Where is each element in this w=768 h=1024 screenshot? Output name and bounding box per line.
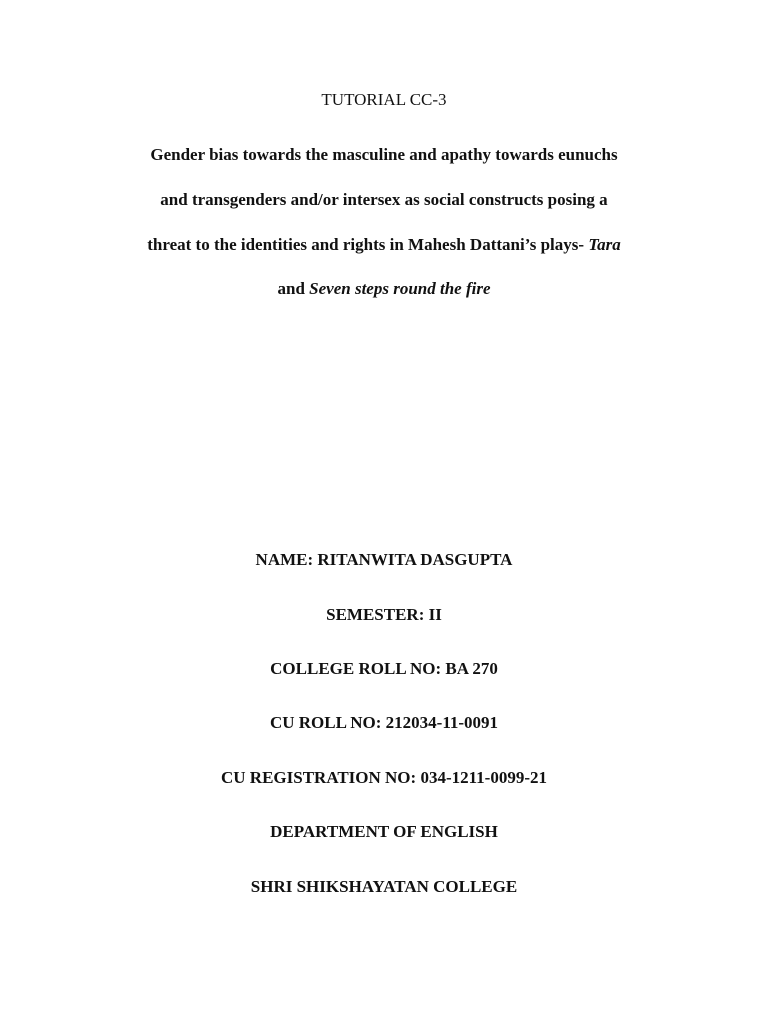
- department: DEPARTMENT OF ENGLISH: [270, 822, 498, 841]
- topic-line-3-text: threat to the identities and rights in Mahesh Dattani’s plays-: [147, 235, 589, 254]
- semester: SEMESTER: II: [326, 605, 442, 624]
- cu-registration-number: CU REGISTRATION NO: 034-1211-0099-21: [220, 768, 547, 787]
- college-name: SHRI SHIKSHAYATAN COLLEGE: [250, 877, 518, 896]
- topic-line-3: [0, 234, 768, 256]
- student-name: NAME: RITANWITA DASGUPTA: [255, 550, 513, 569]
- topic-line-4: [0, 278, 768, 300]
- topic-line-2: and transgenders and/or intersex as social constructs posing a: [160, 190, 608, 209]
- topic-line-1: Gender bias towards the masculine and apathy towards eunuchs: [150, 145, 618, 164]
- document-heading: TUTORIAL CC-3: [321, 90, 447, 109]
- play-title-seven-steps: Seven steps round the fire: [309, 279, 491, 298]
- cu-roll-number: CU ROLL NO: 212034-11-0091: [269, 713, 499, 732]
- topic-line-4-text: and: [277, 279, 310, 298]
- college-roll-number: COLLEGE ROLL NO: BA 270: [270, 659, 498, 678]
- play-title-tara: Tara: [588, 235, 621, 254]
